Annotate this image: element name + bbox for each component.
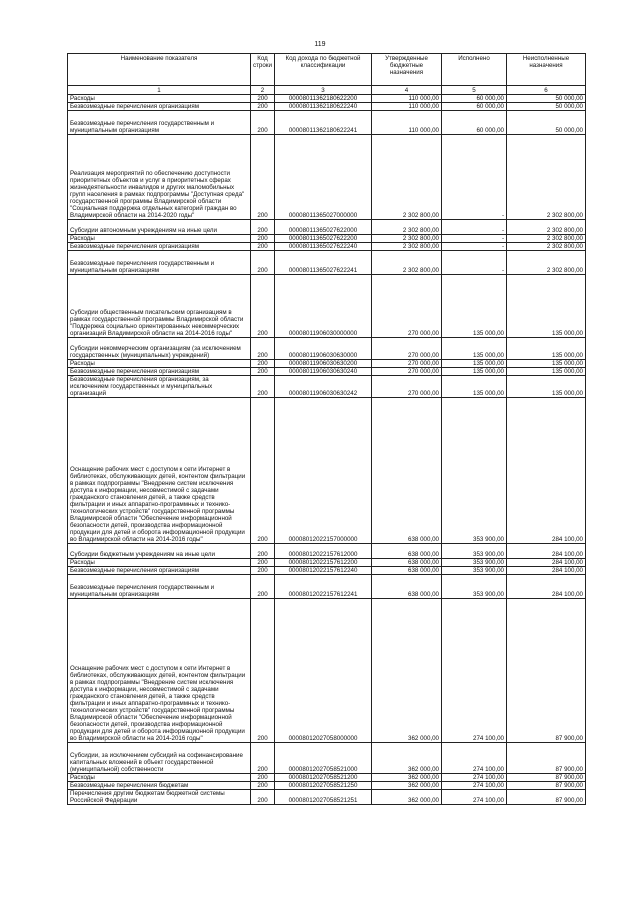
cell-approved: 362 000,00 — [372, 774, 442, 782]
cell-row-code: 200 — [251, 790, 275, 805]
cell-name: Реализация мероприятий по обеспечению доступности приоритетных объектов и услуг в приоритетных сферах жизнедеятельности инвалидов и других маломобильных групп населения в рамках подпрограммы "Доступная среда" государственной программы Владимирской области "Социальная поддержка отдельных категорий граждан во Владимирской области на 2014-2020 годы" — [68, 135, 251, 220]
cell-row-code: 200 — [251, 774, 275, 782]
cell-executed: 353 900,00 — [442, 575, 507, 599]
cell-unexecuted: 50 000,00 — [507, 111, 586, 135]
cell-unexecuted: 2 302 800,00 — [507, 243, 586, 251]
cell-executed: 135 000,00 — [442, 360, 507, 368]
cell-unexecuted: 135 000,00 — [507, 338, 586, 360]
cell-approved: 110 000,00 — [372, 103, 442, 111]
cell-name: Оснащение рабочих мест с доступом к сети Интернет в библиотеках, обслуживающих детей, контентом фильтрации в рамках подпрограммы "Внедрение систем исключения доступа к информации, несовместимой с задачами гражданского становления детей, а также средств фильтрации и иных аппаратно-программных и технико-технологических устройств" государственной программы Владимирской области "Обеспечение информационной безопасности детей, производства информационной продукции для детей и оборота информационной продукции во Владимирской области на 2014-2016 годы" — [68, 398, 251, 544]
cell-unexecuted: 2 302 800,00 — [507, 251, 586, 275]
cell-approved: 638 000,00 — [372, 575, 442, 599]
cell-income-code: 00008011906030630000 — [275, 338, 372, 360]
cell-executed: 60 000,00 — [442, 103, 507, 111]
cell-row-code: 200 — [251, 782, 275, 790]
cell-row-code: 200 — [251, 368, 275, 376]
cell-executed: 274 100,00 — [442, 599, 507, 743]
cell-name: Расходы — [68, 235, 251, 243]
column-number: 2 — [251, 86, 275, 95]
cell-name: Субсидии некоммерческим организациям (за исключением государственных (муниципальных) учреждений) — [68, 338, 251, 360]
cell-approved: 270 000,00 — [372, 360, 442, 368]
cell-unexecuted: 135 000,00 — [507, 376, 586, 398]
cell-income-code: 00008012027058521000 — [275, 743, 372, 774]
cell-unexecuted: 135 000,00 — [507, 360, 586, 368]
cell-name: Безвозмездные перечисления государственным и муниципальным организациям — [68, 251, 251, 275]
cell-income-code: 00008012022157612241 — [275, 575, 372, 599]
table-row — [68, 790, 586, 805]
cell-row-code: 200 — [251, 599, 275, 743]
cell-executed: 274 100,00 — [442, 782, 507, 790]
table-row — [68, 95, 586, 103]
cell-approved: 638 000,00 — [372, 544, 442, 559]
cell-executed: 135 000,00 — [442, 338, 507, 360]
table-row — [68, 111, 586, 135]
cell-row-code: 200 — [251, 111, 275, 135]
cell-income-code: 00008012027058521251 — [275, 790, 372, 805]
table-body — [68, 95, 586, 805]
cell-approved: 638 000,00 — [372, 398, 442, 544]
cell-executed: - — [442, 220, 507, 235]
cell-name: Безвозмездные перечисления государственным и муниципальным организациям — [68, 111, 251, 135]
cell-income-code: 00008012027058000000 — [275, 599, 372, 743]
cell-name: Расходы — [68, 774, 251, 782]
cell-row-code: 200 — [251, 275, 275, 338]
column-number: 5 — [442, 86, 507, 95]
cell-unexecuted: 135 000,00 — [507, 368, 586, 376]
cell-income-code: 00008012022157000000 — [275, 398, 372, 544]
table-row — [68, 360, 586, 368]
cell-row-code: 200 — [251, 544, 275, 559]
cell-approved: 2 302 800,00 — [372, 251, 442, 275]
cell-approved: 270 000,00 — [372, 376, 442, 398]
cell-executed: 135 000,00 — [442, 368, 507, 376]
cell-row-code: 200 — [251, 220, 275, 235]
header-unexecuted: Неисполненные назначения — [507, 54, 586, 86]
column-number: 1 — [68, 86, 251, 95]
table-row — [68, 398, 586, 544]
cell-executed: 353 900,00 — [442, 559, 507, 567]
table-row — [68, 368, 586, 376]
cell-executed: 274 100,00 — [442, 790, 507, 805]
cell-name: Субсидии, за исключением субсидий на софинансирование капитальных вложений в объект государственной (муниципальной) собственности — [68, 743, 251, 774]
cell-income-code: 00008012022157612200 — [275, 559, 372, 567]
table-row — [68, 251, 586, 275]
cell-income-code: 00008011365027000000 — [275, 135, 372, 220]
cell-income-code: 00008011906030630200 — [275, 360, 372, 368]
table-row — [68, 743, 586, 774]
cell-income-code: 00008011906030000000 — [275, 275, 372, 338]
cell-executed: 353 900,00 — [442, 567, 507, 575]
table-row — [68, 599, 586, 743]
cell-approved: 362 000,00 — [372, 782, 442, 790]
cell-name: Оснащение рабочих мест с доступом к сети Интернет в библиотеках, обслуживающих детей, контентом фильтрации в рамках подпрограммы "Внедрение систем исключения доступа к информации, несовместимой с задачами гражданского становления детей, а также средств фильтрации и иных аппаратно-программных и технико-технологических устройств" государственной программы Владимирской области "Обеспечение информационной безопасности детей, производства информационной продукции для детей и оборота информационной продукции во Владимирской области на 2014-2016 годы" — [68, 599, 251, 743]
cell-row-code: 200 — [251, 235, 275, 243]
cell-name: Безвозмездные перечисления организациям — [68, 368, 251, 376]
cell-executed: 353 900,00 — [442, 544, 507, 559]
cell-unexecuted: 284 100,00 — [507, 398, 586, 544]
cell-executed: - — [442, 251, 507, 275]
cell-executed: 274 100,00 — [442, 743, 507, 774]
table-row — [68, 135, 586, 220]
cell-unexecuted: 87 900,00 — [507, 774, 586, 782]
column-number: 6 — [507, 86, 586, 95]
cell-name: Субсидии бюджетным учреждениям на иные цели — [68, 544, 251, 559]
cell-name: Безвозмездные перечисления организациям — [68, 243, 251, 251]
cell-executed: 135 000,00 — [442, 275, 507, 338]
cell-unexecuted: 284 100,00 — [507, 567, 586, 575]
cell-row-code: 200 — [251, 567, 275, 575]
cell-unexecuted: 50 000,00 — [507, 95, 586, 103]
cell-income-code: 00008011365027622200 — [275, 235, 372, 243]
table-row — [68, 338, 586, 360]
cell-executed: 353 900,00 — [442, 398, 507, 544]
cell-row-code: 200 — [251, 243, 275, 251]
cell-unexecuted: 87 900,00 — [507, 790, 586, 805]
cell-income-code: 00008012027058521200 — [275, 774, 372, 782]
cell-name: Безвозмездные перечисления организациям, за исключением государственных и муниципальных организаций — [68, 376, 251, 398]
cell-unexecuted: 87 900,00 — [507, 743, 586, 774]
table-row — [68, 575, 586, 599]
table-row — [68, 774, 586, 782]
table-row — [68, 376, 586, 398]
cell-name: Расходы — [68, 360, 251, 368]
cell-unexecuted: 284 100,00 — [507, 544, 586, 559]
table-row — [68, 220, 586, 235]
cell-name: Расходы — [68, 559, 251, 567]
cell-approved: 638 000,00 — [372, 559, 442, 567]
cell-income-code: 00008011365027622240 — [275, 243, 372, 251]
cell-approved: 362 000,00 — [372, 743, 442, 774]
cell-income-code: 00008011362180622200 — [275, 95, 372, 103]
cell-approved: 638 000,00 — [372, 567, 442, 575]
cell-executed: - — [442, 243, 507, 251]
cell-name: Безвозмездные перечисления государственным и муниципальным организациям — [68, 575, 251, 599]
cell-row-code: 200 — [251, 559, 275, 567]
cell-executed: 60 000,00 — [442, 95, 507, 103]
header-approved: Утвержденные бюджетные назначения — [372, 54, 442, 86]
cell-approved: 2 302 800,00 — [372, 135, 442, 220]
cell-approved: 110 000,00 — [372, 111, 442, 135]
cell-unexecuted: 50 000,00 — [507, 103, 586, 111]
cell-unexecuted: 135 000,00 — [507, 275, 586, 338]
cell-executed: 274 100,00 — [442, 774, 507, 782]
cell-approved: 270 000,00 — [372, 275, 442, 338]
cell-row-code: 200 — [251, 251, 275, 275]
cell-unexecuted: 2 302 800,00 — [507, 220, 586, 235]
table-row — [68, 544, 586, 559]
cell-row-code: 200 — [251, 103, 275, 111]
cell-approved: 2 302 800,00 — [372, 235, 442, 243]
cell-approved: 362 000,00 — [372, 790, 442, 805]
budget-table — [67, 53, 586, 805]
cell-executed: - — [442, 235, 507, 243]
cell-income-code: 00008011362180622241 — [275, 111, 372, 135]
column-number: 4 — [372, 86, 442, 95]
cell-income-code: 00008011906030630242 — [275, 376, 372, 398]
header-code-row: Код строки — [251, 54, 275, 86]
cell-unexecuted: 284 100,00 — [507, 575, 586, 599]
header-name: Наименование показателя — [68, 54, 251, 86]
cell-row-code: 200 — [251, 135, 275, 220]
header-executed: Исполнено — [442, 54, 507, 86]
column-number: 3 — [275, 86, 372, 95]
table-row — [68, 782, 586, 790]
cell-name: Безвозмездные перечисления организациям — [68, 567, 251, 575]
cell-unexecuted: 2 302 800,00 — [507, 135, 586, 220]
cell-income-code: 00008012027058521250 — [275, 782, 372, 790]
cell-name: Субсидии общественным писательским организациям в рамках государственной программы Владимирской области "Поддержка социально ориентированных некоммерческих организаций Владимирской области на 2014-2016 годы" — [68, 275, 251, 338]
cell-row-code: 200 — [251, 398, 275, 544]
cell-executed: - — [442, 135, 507, 220]
cell-row-code: 200 — [251, 338, 275, 360]
cell-approved: 2 302 800,00 — [372, 220, 442, 235]
cell-income-code: 00008012022157612240 — [275, 567, 372, 575]
cell-row-code: 200 — [251, 360, 275, 368]
cell-approved: 270 000,00 — [372, 338, 442, 360]
cell-income-code: 00008011365027622241 — [275, 251, 372, 275]
table-row — [68, 103, 586, 111]
cell-row-code: 200 — [251, 743, 275, 774]
cell-name: Перечисления другим бюджетам бюджетной системы Российской Федерации — [68, 790, 251, 805]
cell-approved: 362 000,00 — [372, 599, 442, 743]
page-number: 119 — [314, 41, 326, 48]
cell-executed: 135 000,00 — [442, 376, 507, 398]
cell-approved: 110 000,00 — [372, 95, 442, 103]
cell-unexecuted: 87 900,00 — [507, 599, 586, 743]
cell-income-code: 00008012022157612000 — [275, 544, 372, 559]
table-row — [68, 559, 586, 567]
cell-unexecuted: 87 900,00 — [507, 782, 586, 790]
table-row — [68, 275, 586, 338]
cell-income-code: 00008011362180622240 — [275, 103, 372, 111]
cell-name: Расходы — [68, 95, 251, 103]
column-numbers-row — [68, 86, 586, 95]
table-row — [68, 567, 586, 575]
cell-row-code: 200 — [251, 376, 275, 398]
cell-name: Субсидии автономным учреждениям на иные цели — [68, 220, 251, 235]
cell-unexecuted: 2 302 800,00 — [507, 235, 586, 243]
table-row — [68, 243, 586, 251]
cell-income-code: 00008011906030630240 — [275, 368, 372, 376]
cell-name: Безвозмездные перечисления организациям — [68, 103, 251, 111]
cell-row-code: 200 — [251, 575, 275, 599]
cell-approved: 2 302 800,00 — [372, 243, 442, 251]
cell-row-code: 200 — [251, 95, 275, 103]
cell-income-code: 00008011365027622000 — [275, 220, 372, 235]
cell-approved: 270 000,00 — [372, 368, 442, 376]
cell-name: Безвозмездные перечисления бюджетам — [68, 782, 251, 790]
cell-executed: 60 000,00 — [442, 111, 507, 135]
table-row — [68, 235, 586, 243]
cell-unexecuted: 284 100,00 — [507, 559, 586, 567]
header-code-income: Код дохода по бюджетной классификации — [275, 54, 372, 86]
